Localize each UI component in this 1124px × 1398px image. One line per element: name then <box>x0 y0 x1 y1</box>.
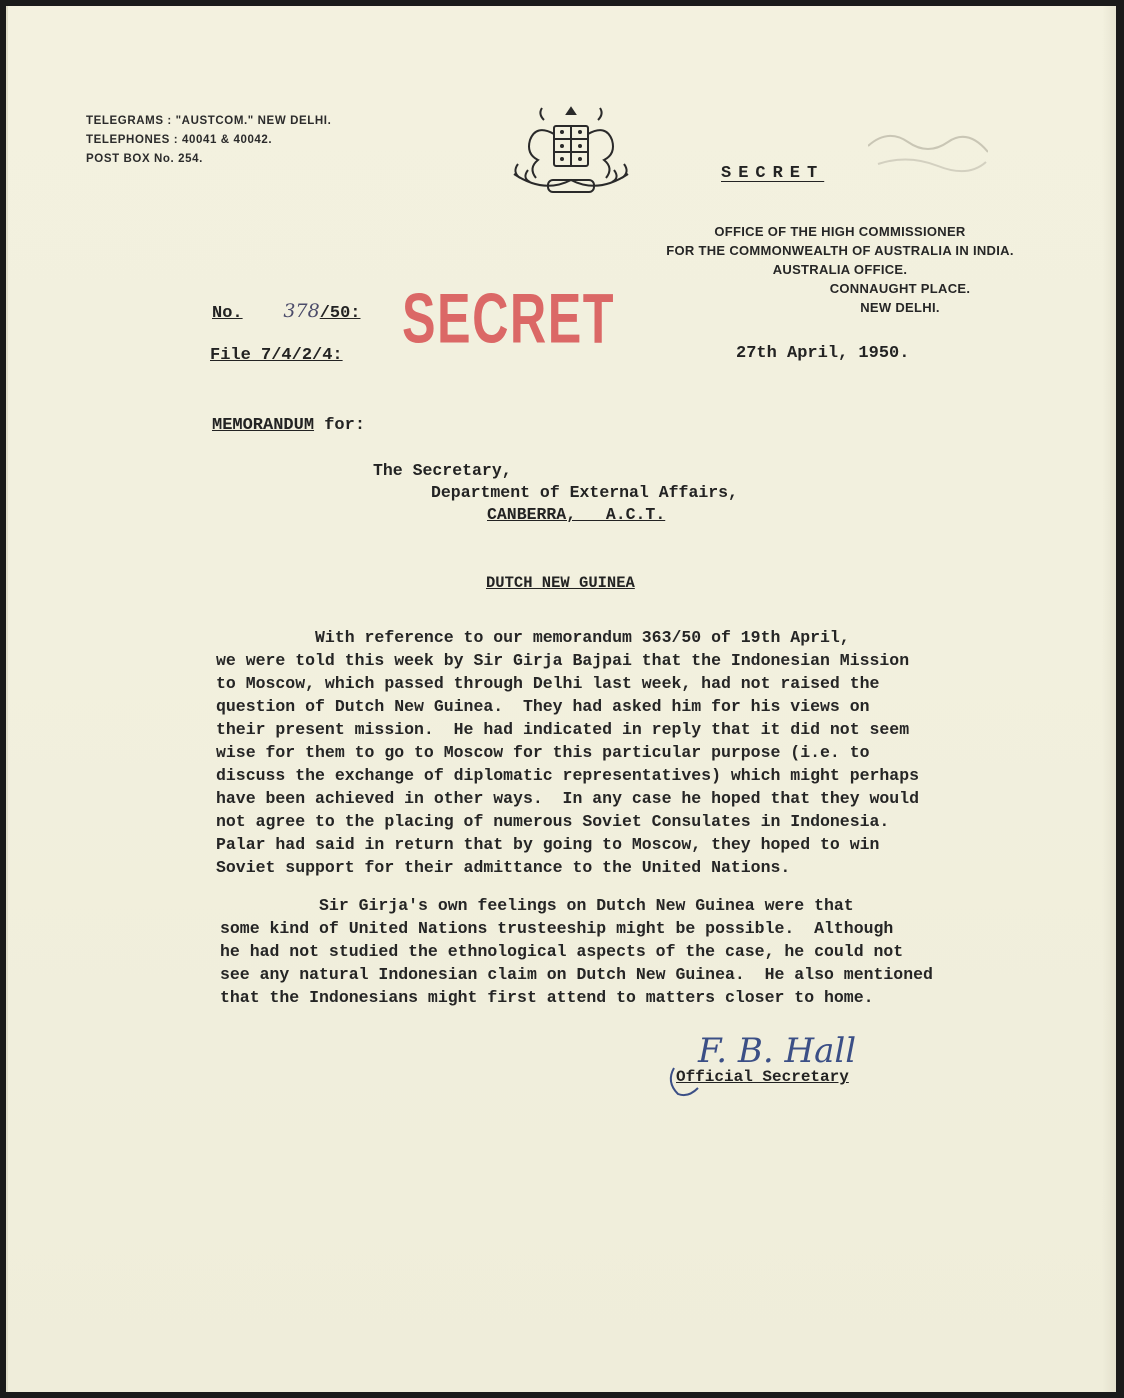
addressee-line-3: CANBERRA, A.C.T. <box>487 505 666 524</box>
faint-handwriting-mark <box>868 106 988 186</box>
document-date: 27th April, 1950. <box>736 344 910 363</box>
office-address-block <box>620 222 1060 317</box>
reference-number <box>212 300 361 323</box>
reference-number-handwritten: 378 <box>283 300 320 322</box>
file-reference: File 7/4/2/4: <box>210 346 343 365</box>
body-paragraph-2: Sir Girja's own feelings on Dutch New Guinea were that some kind of United Nations trusteeship might be possible. Although he had not studied the ethnological aspects of the case, he could not see any natural Indonesian claim on Dutch New Guinea. He also mentioned that the Indonesians might first attend to matters closer to home. <box>220 896 933 1007</box>
subject-heading: DUTCH NEW GUINEA <box>486 574 635 592</box>
memorandum-heading <box>212 416 365 435</box>
coat-of-arms-icon <box>504 104 638 200</box>
signature-text: F. B. Hall <box>698 1031 857 1071</box>
reference-number-suffix: /50: <box>319 304 361 323</box>
addressee-line-1: The Secretary, <box>373 461 512 480</box>
secret-stamp: SECRET <box>402 279 615 359</box>
memorandum-label: MEMORANDUM <box>212 416 315 435</box>
office-line-3: AUSTRALIA OFFICE. <box>772 262 908 277</box>
page-edge-shadow <box>1102 6 1116 1392</box>
document-page <box>6 6 1116 1392</box>
office-line-2: FOR THE COMMONWEALTH OF AUSTRALIA IN INDIA. <box>666 243 1014 258</box>
signatory-title: Official Secretary <box>676 1068 849 1086</box>
body-paragraph-1: With reference to our memorandum 363/50 of 19th April, we were told this week by Sir Girja Bajpai that the Indonesian Mission to Moscow, which passed through Delhi last week, had not raised the question of Dutch New Guinea. They had asked him for his views on their present mission. He had indicated in reply that it did not seem wise for them to go to Moscow for this particular purpose (i.e. to discuss the exchange of diplomatic representatives) which might perhaps have been achieved in other ways. In any case he hoped that they would not agree to the placing of numerous Soviet Consulates in Indonesia. Palar had said in return that by going to Moscow, they hoped to win Soviet support for their admittance to the United Nations. <box>216 628 920 877</box>
office-line-4: CONNAUGHT PLACE. <box>829 281 971 296</box>
letterhead-contact-block <box>86 112 331 169</box>
office-line-1: OFFICE OF THE HIGH COMMISSIONER <box>714 224 966 239</box>
addressee-block <box>373 460 738 526</box>
office-line-5: NEW DELHI. <box>860 300 940 315</box>
telephones-line: TELEPHONES : 40041 & 40042. <box>86 134 273 146</box>
handwritten-signature <box>658 1022 938 1100</box>
memorandum-suffix: for: <box>314 416 366 435</box>
secret-heading: SECRET <box>721 164 825 183</box>
reference-number-label: No. <box>212 304 243 323</box>
addressee-line-2: Department of External Affairs, <box>431 483 738 502</box>
post-box-line: POST BOX No. 254. <box>86 153 203 165</box>
telegrams-line: TELEGRAMS : "AUSTCOM." NEW DELHI. <box>86 115 332 127</box>
